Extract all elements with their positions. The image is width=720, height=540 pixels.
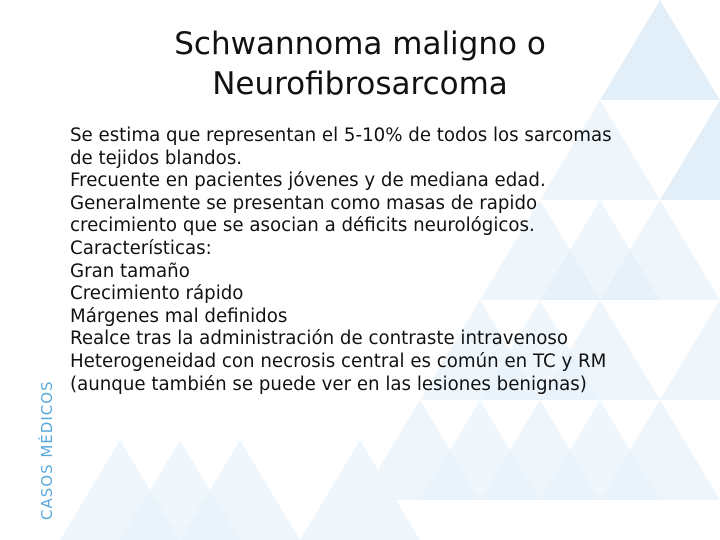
body-line: Heterogeneidad con necrosis central es común en TC y RM bbox=[70, 350, 607, 372]
body-line: Se estima que representan el 5-10% de todos los sarcomas bbox=[70, 125, 612, 146]
body-line: Realce tras la administración de contraste intravenoso bbox=[70, 328, 568, 350]
body-line: (aunque también se puede ver en las lesiones benignas) bbox=[70, 373, 587, 395]
side-label: CASOS MÉDICOS bbox=[38, 380, 56, 520]
body-line: Frecuente en pacientes jóvenes y de mediana edad. bbox=[70, 170, 546, 192]
body-line: Gran tamaño bbox=[70, 260, 190, 282]
title-line-2: Neurofibrosarcoma bbox=[212, 66, 508, 102]
body-line: Márgenes mal definidos bbox=[70, 305, 288, 327]
body-line: Generalmente se presentan como masas de rapido bbox=[70, 192, 538, 214]
slide-body bbox=[70, 125, 710, 396]
body-line: Crecimiento rápido bbox=[70, 283, 244, 305]
slide-title bbox=[120, 24, 600, 104]
body-line: de tejidos blandos. bbox=[70, 147, 243, 169]
title-line-1: Schwannoma maligno o bbox=[174, 26, 546, 62]
body-line: Características: bbox=[70, 237, 212, 259]
body-line: crecimiento que se asocian a déficits neurológicos. bbox=[70, 215, 535, 237]
